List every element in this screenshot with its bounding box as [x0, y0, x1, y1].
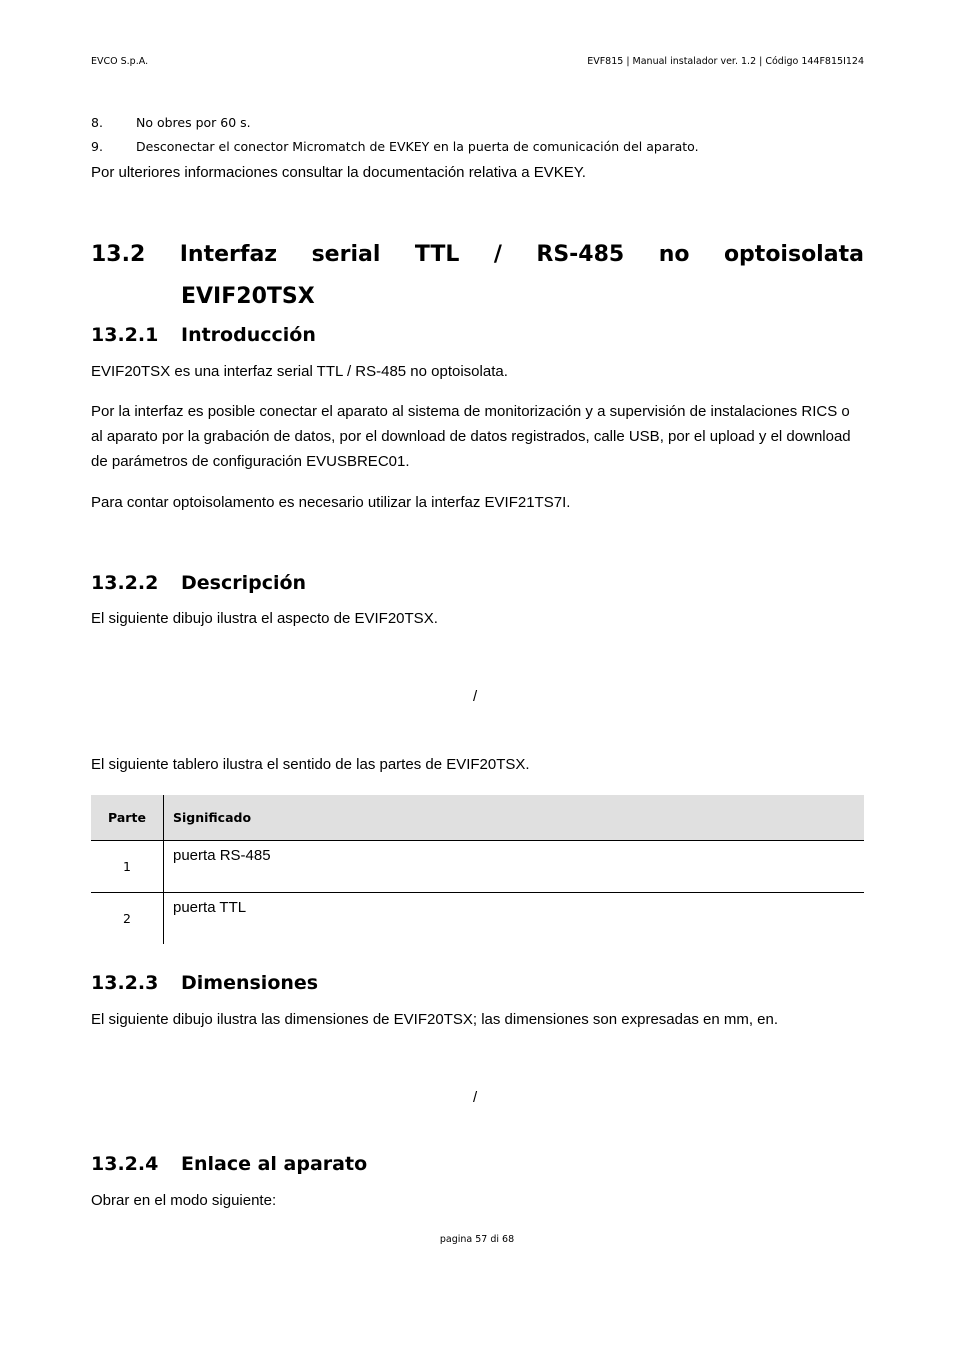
header-doc-info: EVF815 | Manual instalador ver. 1.2 | Código 144F815I124	[587, 56, 864, 67]
table-header-meaning: Significado	[164, 795, 865, 841]
step-text: Desconectar el conector Micromatch de EVKEY en la puerta de comunicación del aparato.	[136, 139, 699, 154]
section-title-word: RS-485	[536, 242, 625, 267]
subsection-number: 13.2.2	[91, 572, 159, 594]
subsection-number: 13.2.3	[91, 972, 159, 994]
paragraph: El siguiente tablero ilustra el sentido de las partes de EVIF20TSX.	[91, 756, 530, 773]
subsection-title: Dimensiones	[181, 972, 319, 994]
section-title-word: TTL	[414, 242, 460, 267]
page-number: pagina 57 di 68	[439, 1234, 515, 1245]
section-title-word: /	[493, 242, 502, 267]
paragraph: El siguiente dibujo ilustra las dimensiones de EVIF20TSX; las dimensiones son expresadas en mm, en.	[91, 1011, 779, 1028]
section-title-word: serial	[311, 242, 381, 267]
section-number: 13.2	[91, 242, 146, 267]
image-placeholder: /	[473, 688, 478, 705]
subsection-title: Enlace al aparato	[181, 1153, 368, 1175]
section-title-word: Interfaz	[179, 242, 278, 267]
table-header-part: Parte	[91, 795, 164, 841]
header-company: EVCO S.p.A.	[91, 56, 149, 67]
subsection-title: Introducción	[181, 324, 316, 346]
step-number: 9.	[91, 139, 103, 154]
paragraph: Para contar optoisolamento es necesario utilizar la interfaz EVIF21TS7I.	[91, 494, 571, 511]
table-row	[91, 841, 864, 893]
subsection-title: Descripción	[181, 572, 307, 594]
table-cell-meaning: puerta TTL	[173, 899, 247, 916]
image-placeholder: /	[473, 1089, 478, 1106]
section-title	[91, 242, 864, 267]
paragraph: Obrar en el modo siguiente:	[91, 1192, 277, 1209]
section-title-word: optoisolata	[723, 242, 864, 267]
paragraph: EVIF20TSX es una interfaz serial TTL / RS-485 no optoisolata.	[91, 363, 508, 380]
table-row	[91, 893, 864, 945]
subsection-number: 13.2.1	[91, 324, 159, 346]
parts-table	[91, 795, 864, 944]
table-cell-part: 1	[91, 841, 164, 893]
table-cell-meaning: puerta RS-485	[164, 841, 865, 893]
paragraph: Por la interfaz es posible conectar el aparato al sistema de monitorización y a supervisión de instalaciones RICS o al aparato por la grabación de datos, por el download de datos registrados, calle USB, por el upload y el download de parámetros de configuración EVUSBREC01.	[91, 403, 851, 470]
step-number: 8.	[91, 115, 103, 130]
more-info-text: Por ulteriores informaciones consultar la documentación relativa a EVKEY.	[91, 164, 586, 181]
table-cell-part: 2	[91, 893, 164, 945]
section-title-line2: EVIF20TSX	[181, 284, 315, 309]
paragraph: El siguiente dibujo ilustra el aspecto de EVIF20TSX.	[91, 610, 438, 627]
table-header-row	[91, 795, 864, 841]
subsection-number: 13.2.4	[91, 1153, 159, 1175]
step-text: No obres por 60 s.	[136, 115, 251, 130]
section-title-word: no	[658, 242, 690, 267]
